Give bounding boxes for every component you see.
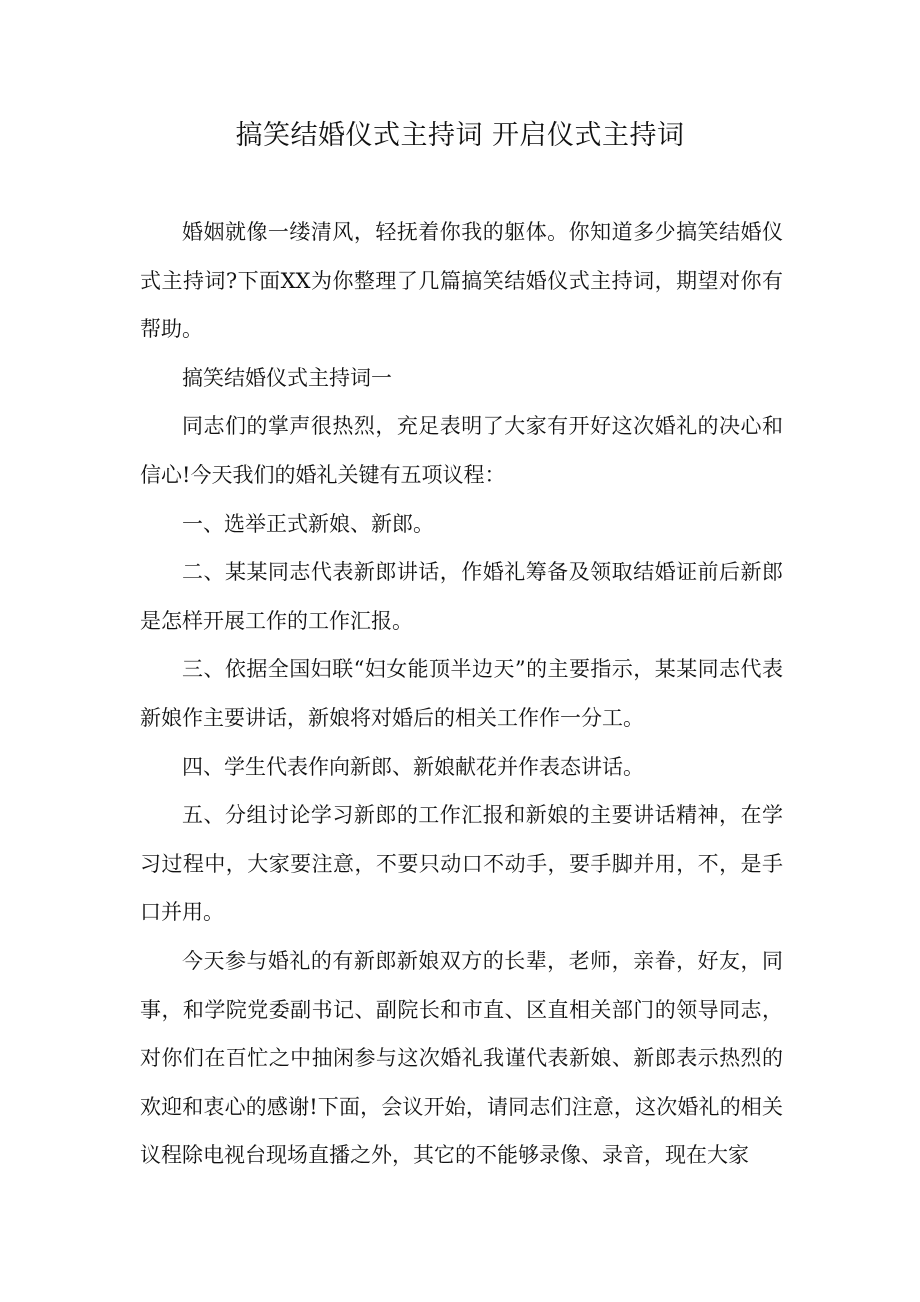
agenda-item-5: 五、分组讨论学习新郎的工作汇报和新娘的主要讲话精神，在学习过程中，大家要注意，不要只动口不动手，要手脚并用，不，是手口并用。 — [140, 803, 783, 925]
agenda-item-3: 三、依据全国妇联“妇女能顶半边天”的主要指示，某某同志代表新娘作主要讲话，新娘将对婚后的相关工作作一分工。 — [140, 657, 783, 730]
section-heading: 搞笑结婚仪式主持词一 — [182, 365, 392, 390]
document-body — [140, 208, 783, 1180]
document-title: 搞笑结婚仪式主持词 开启仪式主持词 — [235, 120, 685, 151]
agenda-item-2: 二、某某同志代表新郎讲话，作婚礼筹备及领取结婚证前后新郎是怎样开展工作的工作汇报。 — [140, 560, 783, 633]
agenda-item-4: 四、学生代表作向新郎、新娘献花并作表态讲话。 — [182, 754, 644, 779]
paragraph: 同志们的掌声很热烈，充足表明了大家有开好这次婚礼的决心和信心!今天我们的婚礼关键有五项议程： — [140, 414, 783, 487]
agenda-item-1: 一、选举正式新娘、新郎。 — [182, 511, 434, 536]
paragraph-intro: 婚姻就像一缕清风，轻抚着你我的躯体。你知道多少搞笑结婚仪式主持词?下面XX为你整理了几篇搞笑结婚仪式主持词，期望对你有帮助。 — [140, 220, 783, 342]
paragraph: 今天参与婚礼的有新郎新娘双方的长辈，老师，亲眷，好友，同事，和学院党委副书记、副院长和市直、区直相关部门的领导同志，对你们在百忙之中抽闲参与这次婚礼我谨代表新娘、新郎表示热烈的欢迎和衷心的感谢!下面，会议开始，请同志们注意，这次婚礼的相关议程除电视台现场直播之外，其它的不能够录像、录音，现在大家 — [140, 948, 783, 1168]
